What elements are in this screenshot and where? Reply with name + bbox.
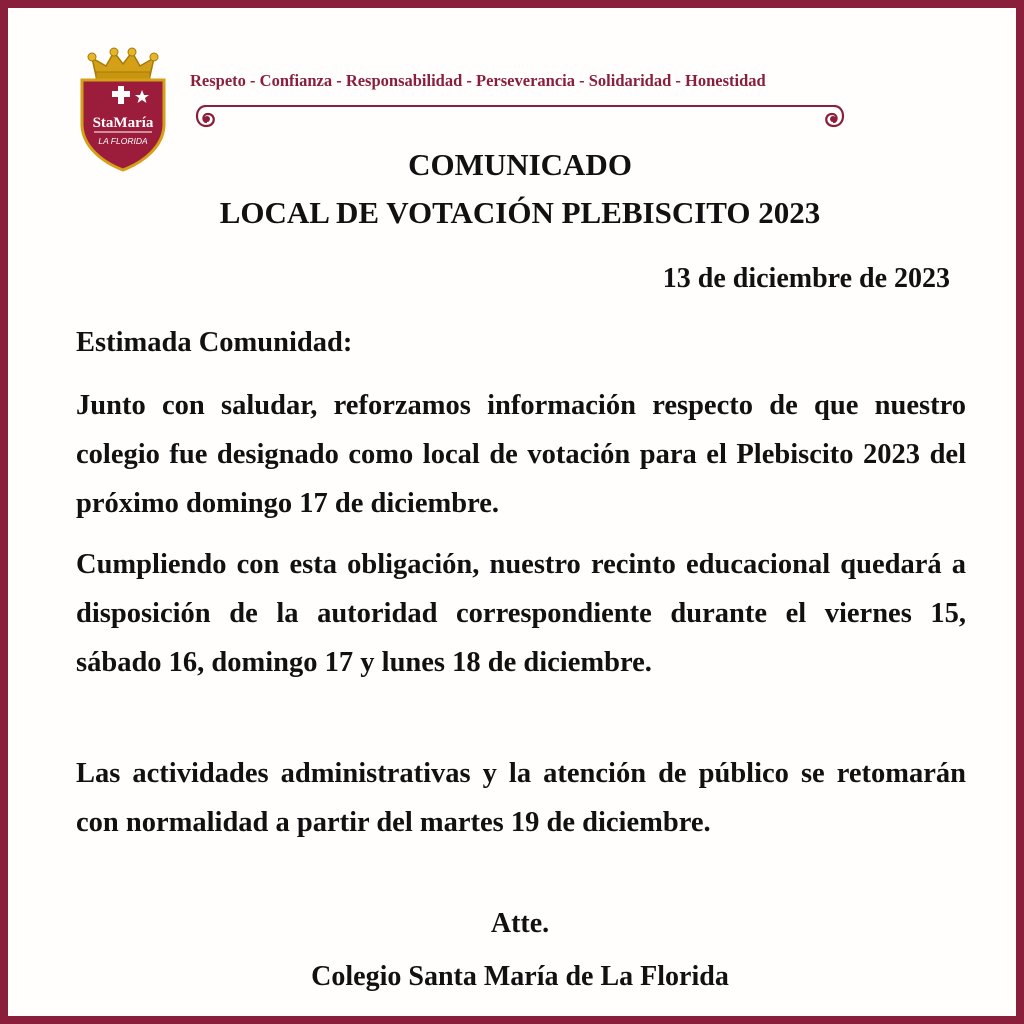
closing-regards: Atte. <box>490 908 550 939</box>
decorative-scroll-divider <box>192 100 848 140</box>
document-title: COMUNICADO <box>408 147 632 182</box>
paragraph-resumption: Las actividades administrativas y la atención de público se retomarán con normalidad a partir del martes 19 de diciembre. <box>76 758 966 838</box>
paragraph-designation: Junto con saludar, reforzamos información respecto de que nuestro colegio fue designado como local de votación para el Plebiscito 2023 del próximo domingo 17 de diciembre. <box>76 390 966 519</box>
crown-icon <box>88 48 158 79</box>
paragraph-availability: Cumpliendo con esta obligación, nuestro recinto educacional quedará a disposición de la autoridad correspondiente durante el viernes 15, sábado 16, domingo 17 y lunes 18 de diciembre. <box>76 549 966 678</box>
document-date: 13 de diciembre de 2023 <box>662 263 950 294</box>
greeting: Estimada Comunidad: <box>76 327 353 358</box>
closing-signature: Colegio Santa María de La Florida <box>311 961 729 992</box>
crest-name: StaMaría <box>92 115 154 131</box>
crest-subtitle: LA FLORIDA <box>98 136 148 146</box>
document-subtitle: LOCAL DE VOTACIÓN PLEBISCITO 2023 <box>219 195 821 230</box>
school-values-motto: Respeto - Confianza - Responsabilidad - Perseverancia - Solidaridad - Honestidad <box>190 71 766 90</box>
